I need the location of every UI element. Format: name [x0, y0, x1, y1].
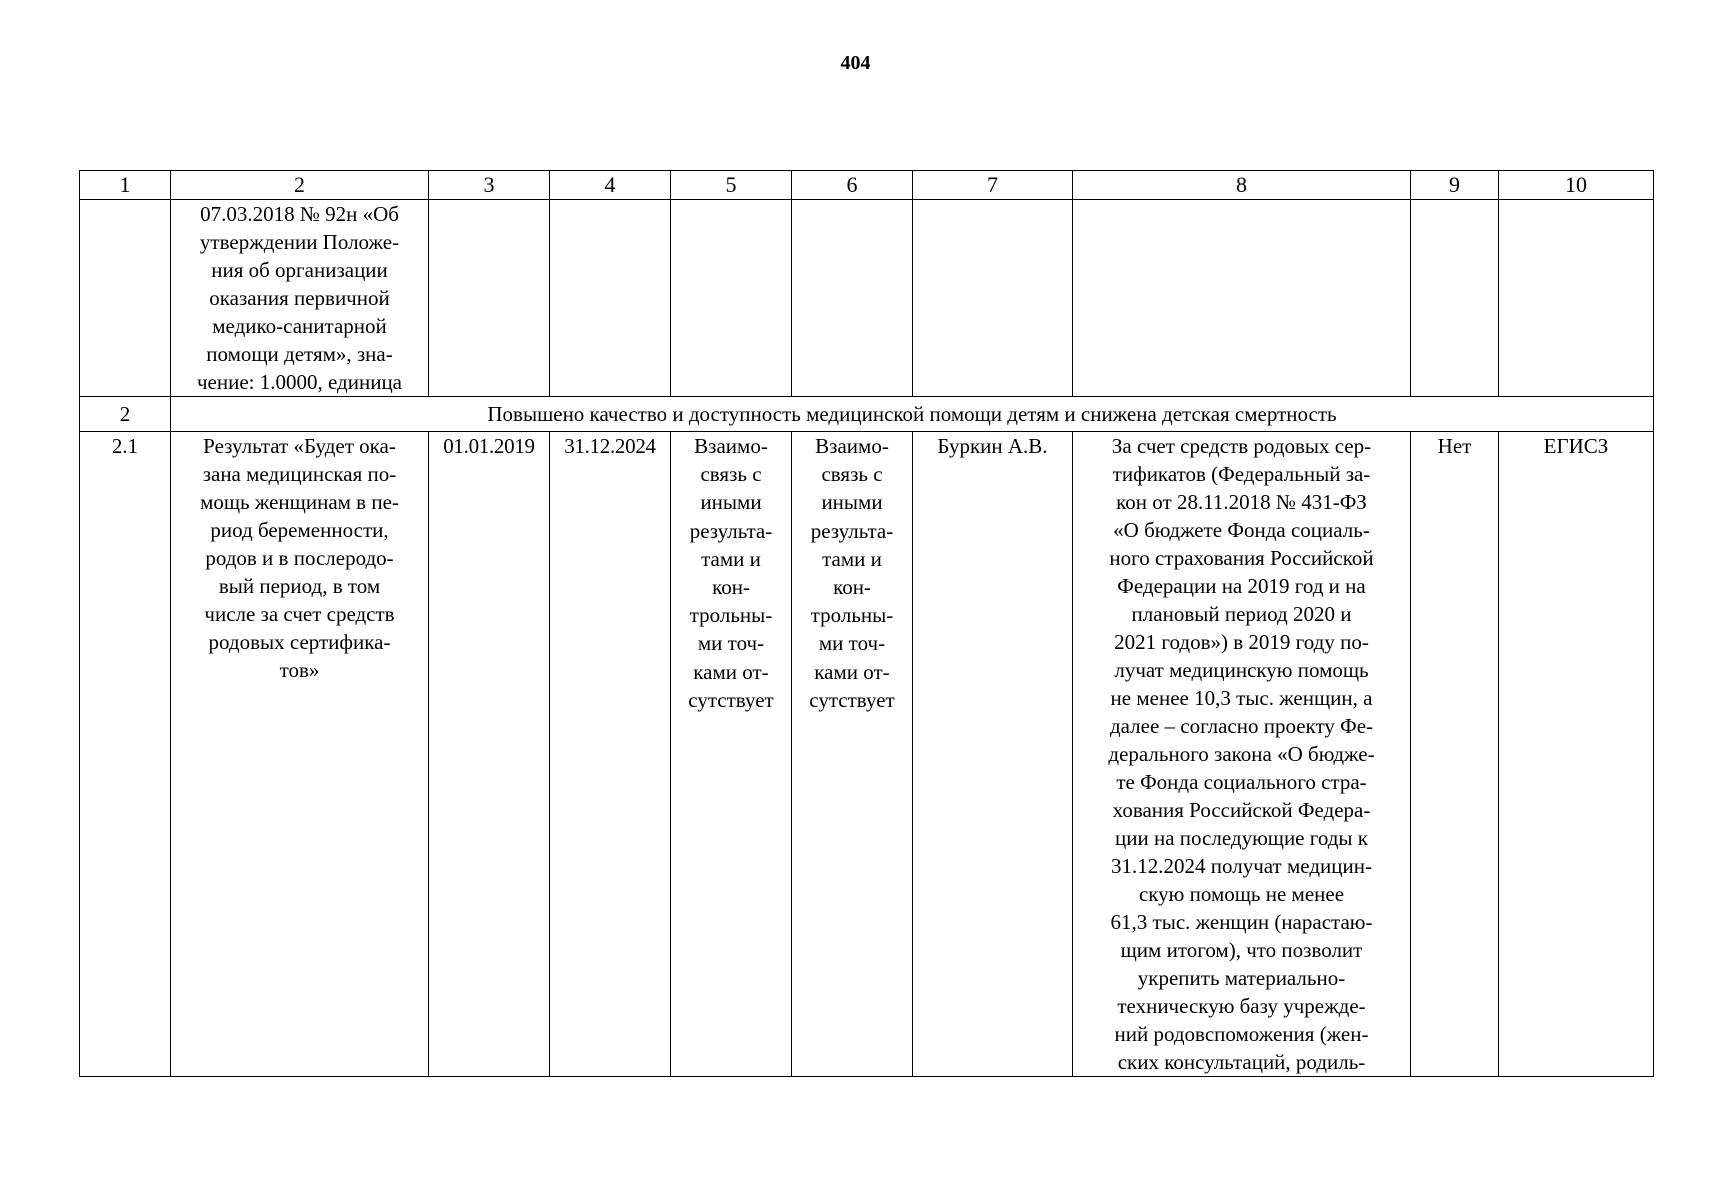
column-header: 6 — [792, 171, 913, 200]
table-cell — [171, 200, 429, 397]
document-table — [79, 170, 1654, 1077]
relation-text: Взаимо- связь с иными результа- тами и кон- трольны- ми точ- ками от- сутствует — [809, 434, 895, 712]
column-header: 5 — [671, 171, 792, 200]
table-cell — [429, 200, 550, 397]
table-cell — [80, 200, 171, 397]
column-number-row — [80, 171, 1654, 200]
column-header: 2 — [171, 171, 429, 200]
start-date: 01.01.2019 — [429, 432, 550, 1077]
relation-cell — [671, 432, 792, 1077]
responsible-person: Буркин А.В. — [913, 432, 1073, 1077]
result-text: Результат «Будет ока- зана медицинская по- мощь женщинам в пе- риод беременности, родов и в послеродо- вый период, в том числе за счет средств родовых сертифика- тов» — [200, 434, 399, 682]
relation-text: Взаимо- связь с иными результа- тами и кон- трольны- ми точ- ками от- сутствует — [688, 434, 774, 712]
section-number: 2 — [80, 397, 171, 432]
column-header: 8 — [1073, 171, 1411, 200]
table-cell — [913, 200, 1073, 397]
description-cell — [1073, 432, 1411, 1077]
column-header: 4 — [550, 171, 671, 200]
table-cell — [671, 200, 792, 397]
result-cell — [171, 432, 429, 1077]
table-cell — [1073, 200, 1411, 397]
column-header: 7 — [913, 171, 1073, 200]
continuation-row — [80, 200, 1654, 397]
column-header: 10 — [1499, 171, 1654, 200]
item-row — [80, 432, 1654, 1077]
description-text: За счет средств родовых сер- тификатов (Федеральный за- кон от 28.11.2018 № 431-ФЗ «О бюджете Фонда социаль- ного страхования Российской Федерации на 2019 год и на плановый период 2020 и 2021 годов») в 2019 году по- лучат медицинскую помощь не менее 10,3 тыс. женщин, а далее – согласно проекту Фе- дерального закона «О бюдже- те Фонда социального стра- хования Российской Федера- ции на последующие годы к 31.12.2024 получат медицин- скую помощь не менее 61,3 тыс. женщин (нарастаю- щим итогом), что позволит укрепить материально- техническую базу учрежде- ний родовспоможения (жен- ских консультаций, родиль- — [1108, 434, 1375, 1074]
section-row — [80, 397, 1654, 432]
table-cell — [1411, 200, 1499, 397]
flag-cell: Нет — [1411, 432, 1499, 1077]
column-header: 9 — [1411, 171, 1499, 200]
page-number: 404 — [840, 52, 871, 74]
section-title: Повышено качество и доступность медицинской помощи детям и снижена детская смертность — [171, 397, 1654, 432]
relation-cell — [792, 432, 913, 1077]
column-header: 1 — [80, 171, 171, 200]
item-number: 2.1 — [80, 432, 171, 1077]
table-cell — [1499, 200, 1654, 397]
table-cell — [550, 200, 671, 397]
continued-text: 07.03.2018 № 92н «Об утверждении Положе- ния об организации оказания первичной медико-санитарной помощи детям», зна- чение: 1.0000, единица — [196, 202, 403, 394]
system-cell: ЕГИСЗ — [1499, 432, 1654, 1077]
table-cell — [792, 200, 913, 397]
end-date: 31.12.2024 — [550, 432, 671, 1077]
column-header: 3 — [429, 171, 550, 200]
